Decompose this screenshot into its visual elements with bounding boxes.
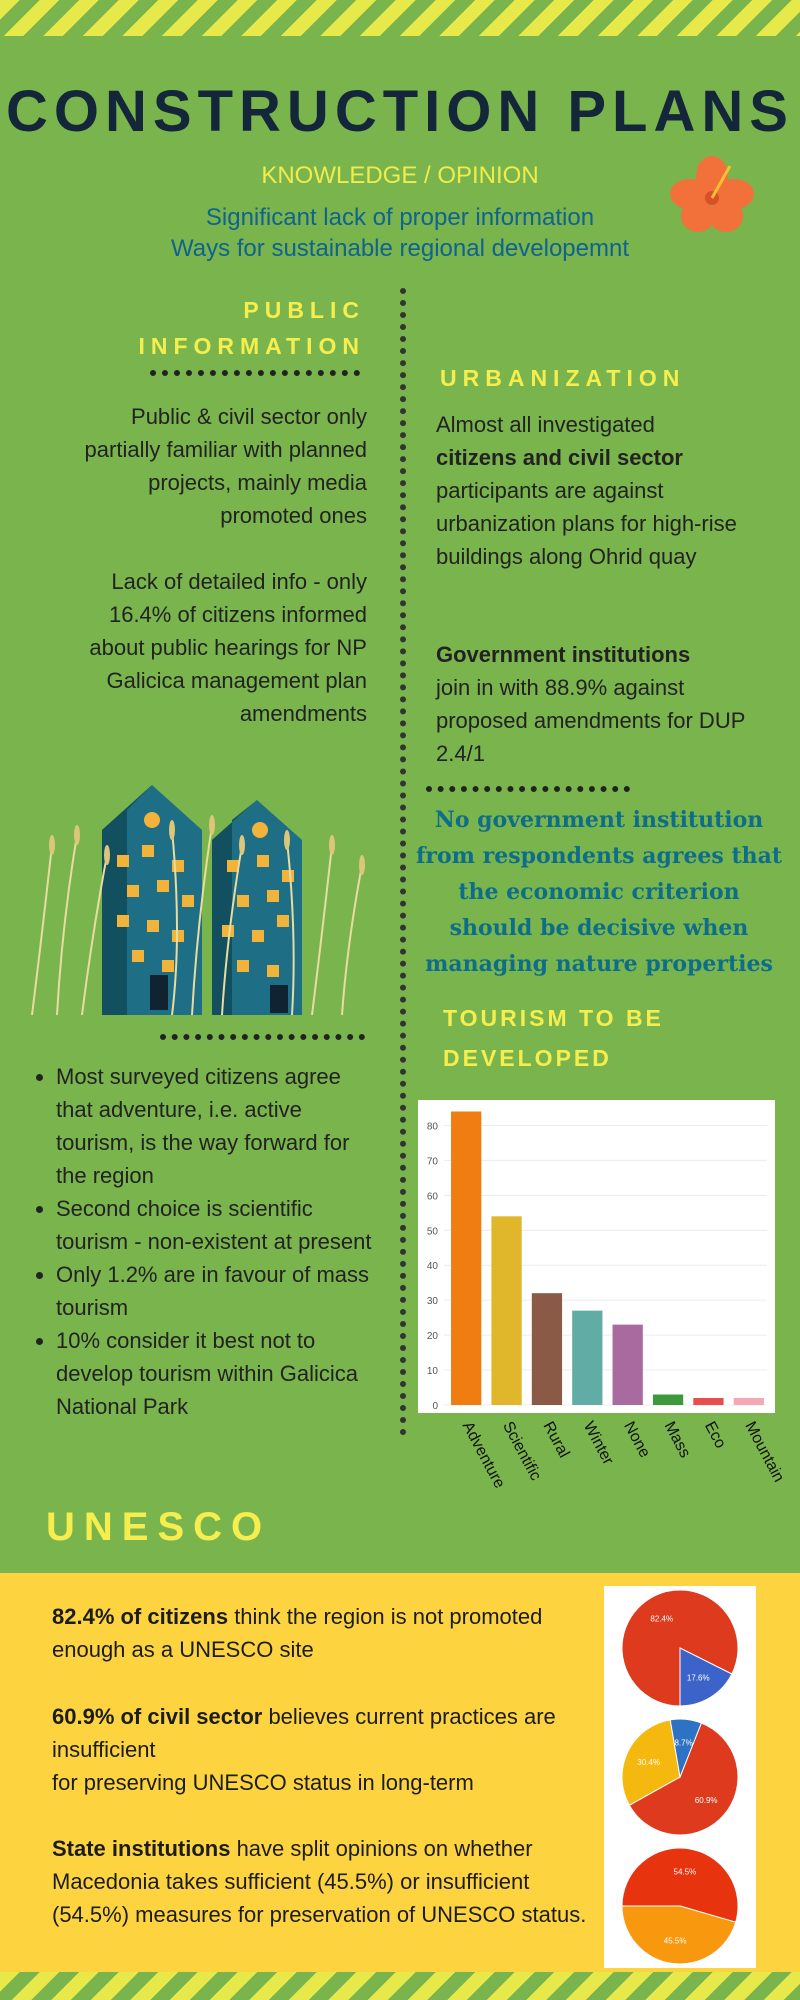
unesco-pie-charts xyxy=(604,1586,756,1968)
bar-none xyxy=(613,1325,643,1405)
x-tick-label: Adventure xyxy=(458,1418,508,1492)
bar-winter xyxy=(572,1311,602,1405)
callout-statement: No government institution from respondents agrees that the economic criterion should be decisive when managing nature properties xyxy=(415,807,783,977)
pie-slice-label: 54.5% xyxy=(673,1867,697,1877)
unesco-s1-rest: think the region is not promoted enough as a UNESCO site xyxy=(52,1604,543,1662)
public-info-para-1: Public & civil sector only partially familiar with planned projects, mainly media promoted ones xyxy=(84,404,367,528)
public-info-para-2: Lack of detailed info - only 16.4% of citizens informed about public hearings for NP Galicica management plan amendments xyxy=(89,569,367,726)
urbanization-p1-bold: citizens and civil sector xyxy=(436,445,683,470)
y-tick-label: 60 xyxy=(426,1191,438,1203)
unesco-heading: UNESCO xyxy=(46,1505,272,1549)
tourism-bullets xyxy=(30,1060,375,1423)
vertical-dotted-divider xyxy=(400,288,406,1436)
x-tick-label: Winter xyxy=(579,1418,617,1468)
list-item: • Most surveyed citizens agree that adventure, i.e. active tourism, is the way forward for the region xyxy=(56,1060,375,1192)
x-tick-label: Rural xyxy=(539,1418,573,1461)
divider-dotted xyxy=(426,786,630,792)
list-item: • Second choice is scientific tourism - non-existent at present xyxy=(56,1192,375,1258)
buildings-grass-illustration xyxy=(22,785,392,1015)
tourism-bar-chart xyxy=(418,1100,775,1413)
subtitle: KNOWLEDGE / OPINION xyxy=(261,162,539,189)
divider-dotted xyxy=(160,1034,365,1040)
list-item: • 10% consider it best not to develop tourism within Galicica National Park xyxy=(56,1324,375,1423)
x-tick-label: Eco xyxy=(700,1418,729,1452)
bottom-stripe-border xyxy=(0,1972,800,2000)
x-tick-label: Scientific xyxy=(499,1418,545,1484)
y-tick-label: 10 xyxy=(426,1366,438,1378)
bar-eco xyxy=(693,1398,723,1405)
y-tick-label: 20 xyxy=(426,1331,438,1343)
unesco-s2-rest: believes current practices are insufficient xyxy=(52,1704,556,1762)
page-title: CONSTRUCTION PLANS xyxy=(6,79,794,144)
y-tick-label: 70 xyxy=(426,1156,438,1168)
tourism-heading-line1: TOURISM TO BE xyxy=(443,1005,664,1031)
bar-rural xyxy=(532,1293,562,1405)
bar-scientific xyxy=(491,1216,521,1405)
y-tick-label: 50 xyxy=(426,1226,438,1238)
urbanization-p1-a: Almost all investigated xyxy=(436,412,655,437)
y-tick-label: 0 xyxy=(432,1401,438,1412)
unesco-s3-bold: State institutions xyxy=(52,1836,231,1861)
x-tick-label: Mass xyxy=(660,1418,694,1461)
bar-mountain xyxy=(734,1398,764,1405)
unesco-statement-3 xyxy=(52,1832,592,1931)
unesco-s2-bold: 60.9% of civil sector xyxy=(52,1704,263,1729)
x-tick-label: None xyxy=(620,1418,654,1461)
tourism-heading xyxy=(443,998,664,1078)
y-tick-label: 30 xyxy=(426,1296,438,1308)
y-tick-label: 80 xyxy=(426,1121,438,1133)
pie-slice-label: 30.4% xyxy=(637,1757,660,1767)
divider-dotted xyxy=(150,370,360,376)
public-info-heading-line1: PUBLIC xyxy=(243,297,365,323)
list-item: • Only 1.2% are in favour of mass tourism xyxy=(56,1258,375,1324)
unesco-s1-bold: 82.4% of citizens xyxy=(52,1604,229,1629)
unesco-s2-rest2: for preserving UNESCO status in long-term xyxy=(52,1770,474,1795)
bar-chart-svg xyxy=(418,1100,775,1413)
pie-slice-label: 60.9% xyxy=(694,1795,718,1805)
pie-charts-svg xyxy=(604,1586,756,1968)
pie-slice-label: 17.6% xyxy=(686,1673,710,1683)
unesco-statement-2 xyxy=(52,1700,592,1799)
public-info-heading-line2: INFORMATION xyxy=(138,333,365,359)
pie-slice-label: 45.5% xyxy=(663,1936,687,1946)
bar-chart-x-labels xyxy=(418,1413,800,1533)
subtitle-line-2: Ways for sustainable regional developemnt xyxy=(170,235,630,262)
y-tick-label: 40 xyxy=(426,1261,438,1273)
public-info-heading xyxy=(40,292,365,364)
pie-slice-label: 8.7% xyxy=(674,1738,693,1748)
hibiscus-flower-icon xyxy=(668,156,756,234)
urbanization-p2-bold: Government institutions xyxy=(436,642,691,667)
unesco-s3-rest: have split opinions on whether Macedonia takes sufficient (45.5%) or insufficient (54.5%) measures for preservation of UNESCO status. xyxy=(52,1836,587,1927)
pie-slice-label: 82.4% xyxy=(650,1614,674,1624)
urbanization-p1-c: participants are against urbanization plans for high-rise buildings along Ohrid quay xyxy=(436,478,737,569)
urbanization-p2-b: join in with 88.9% against proposed amendments for DUP 2.4/1 xyxy=(436,675,745,766)
tourism-heading-line2: DEVELOPED xyxy=(443,1045,612,1071)
bar-mass xyxy=(653,1395,683,1405)
urbanization-para-2 xyxy=(436,638,776,770)
urbanization-heading: URBANIZATION xyxy=(440,365,686,391)
urbanization-para-1 xyxy=(436,408,776,573)
top-stripe-border xyxy=(0,0,800,36)
unesco-statement-1 xyxy=(52,1600,572,1666)
bar-adventure xyxy=(451,1111,481,1405)
subtitle-line-1: Significant lack of proper information xyxy=(205,204,595,231)
x-tick-label: Mountain xyxy=(741,1418,788,1486)
